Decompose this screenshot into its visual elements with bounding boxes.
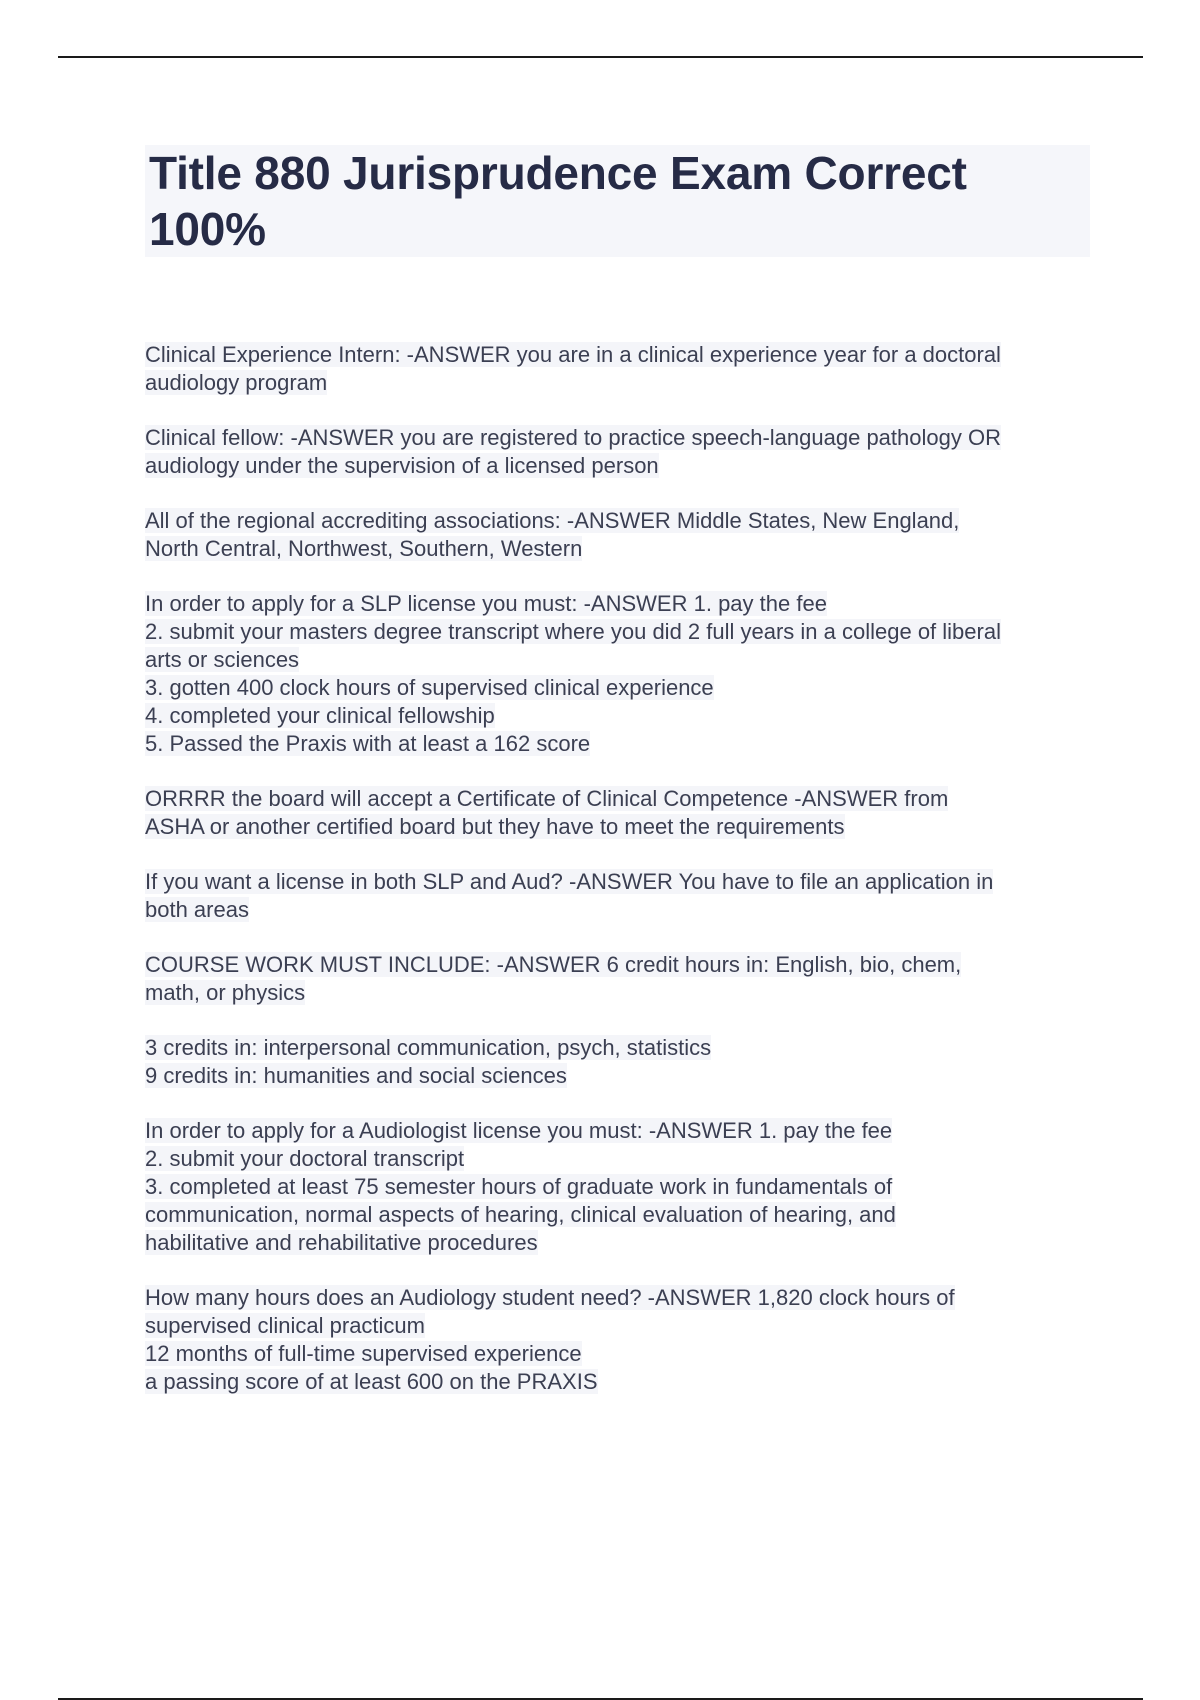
entry-line-text: audiology under the supervision of a licensed person [145, 453, 659, 478]
entry-line [145, 1229, 1090, 1257]
entry-line [145, 452, 1090, 480]
entry-line-text: communication, normal aspects of hearing, clinical evaluation of hearing, and [145, 1202, 896, 1227]
entry-line [145, 896, 1090, 924]
entry-line [145, 951, 1090, 979]
qa-entry [145, 785, 1090, 841]
entry-line [145, 341, 1090, 369]
entry-line [145, 979, 1090, 1007]
entry-line-text: If you want a license in both SLP and Aud? -ANSWER You have to file an application in [145, 869, 994, 894]
entry-line [145, 618, 1090, 646]
entry-line-text: In order to apply for a Audiologist license you must: -ANSWER 1. pay the fee [145, 1118, 893, 1143]
entry-line [145, 1173, 1090, 1201]
entry-line [145, 674, 1090, 702]
entry-line-text: both areas [145, 897, 249, 922]
entry-line-text: math, or physics [145, 980, 306, 1005]
entry-line [145, 702, 1090, 730]
entry-line [145, 1368, 1090, 1396]
document-body [145, 145, 1090, 1423]
entry-line-text: All of the regional accrediting associations: -ANSWER Middle States, New England, [145, 508, 960, 533]
qa-entry [145, 424, 1090, 480]
entry-line-text: habilitative and rehabilitative procedures [145, 1230, 538, 1255]
entry-line [145, 1117, 1090, 1145]
entry-line-text: COURSE WORK MUST INCLUDE: -ANSWER 6 credit hours in: English, bio, chem, [145, 952, 962, 977]
entry-line-text: In order to apply for a SLP license you must: -ANSWER 1. pay the fee [145, 591, 827, 616]
entry-line-text: supervised clinical practicum [145, 1313, 425, 1338]
qa-entries [145, 341, 1090, 1396]
entry-line-text: Clinical fellow: -ANSWER you are registered to practice speech-language pathology OR [145, 425, 1001, 450]
entry-line [145, 535, 1090, 563]
entry-line [145, 424, 1090, 452]
entry-line-text: ASHA or another certified board but they have to meet the requirements [145, 814, 845, 839]
title-box [145, 145, 1090, 257]
entry-line-text: 3 credits in: interpersonal communication, psych, statistics [145, 1035, 712, 1060]
qa-entry [145, 1117, 1090, 1257]
entry-line [145, 1034, 1090, 1062]
top-rule [58, 56, 1143, 58]
entry-line-text: Clinical Experience Intern: -ANSWER you are in a clinical experience year for a doctoral [145, 342, 1001, 367]
entry-line-text: arts or sciences [145, 647, 300, 672]
entry-line-text: audiology program [145, 370, 328, 395]
qa-entry [145, 590, 1090, 758]
qa-entry [145, 341, 1090, 397]
entry-line-text: ORRRR the board will accept a Certificate of Clinical Competence -ANSWER from [145, 786, 949, 811]
entry-line [145, 1145, 1090, 1173]
qa-entry [145, 1284, 1090, 1396]
entry-line-text: 3. gotten 400 clock hours of supervised clinical experience [145, 675, 714, 700]
entry-line-text: 2. submit your masters degree transcript where you did 2 full years in a college of liberal [145, 619, 1001, 644]
entry-line [145, 1340, 1090, 1368]
entry-line [145, 1312, 1090, 1340]
entry-line [145, 1062, 1090, 1090]
qa-entry [145, 868, 1090, 924]
qa-entry [145, 951, 1090, 1007]
entry-line [145, 813, 1090, 841]
entry-line [145, 1201, 1090, 1229]
entry-line [145, 730, 1090, 758]
entry-line [145, 646, 1090, 674]
entry-line-text: 12 months of full-time supervised experience [145, 1341, 582, 1366]
entry-line [145, 868, 1090, 896]
entry-line-text: North Central, Northwest, Southern, Western [145, 536, 583, 561]
entry-line-text: 5. Passed the Praxis with at least a 162 score [145, 731, 591, 756]
entry-line-text: How many hours does an Audiology student need? -ANSWER 1,820 clock hours of [145, 1285, 955, 1310]
qa-entry [145, 507, 1090, 563]
entry-line-text: 3. completed at least 75 semester hours of graduate work in fundamentals of [145, 1174, 893, 1199]
qa-entry [145, 1034, 1090, 1090]
entry-line-text: a passing score of at least 600 on the PRAXIS [145, 1369, 598, 1394]
entry-line-text: 2. submit your doctoral transcript [145, 1146, 465, 1171]
entry-line [145, 785, 1090, 813]
document-title: Title 880 Jurisprudence Exam Correct 100% [149, 147, 967, 255]
entry-line [145, 1284, 1090, 1312]
entry-line [145, 369, 1090, 397]
entry-line-text: 4. completed your clinical fellowship [145, 703, 495, 728]
entry-line [145, 590, 1090, 618]
entry-line-text: 9 credits in: humanities and social sciences [145, 1063, 567, 1088]
entry-line [145, 507, 1090, 535]
